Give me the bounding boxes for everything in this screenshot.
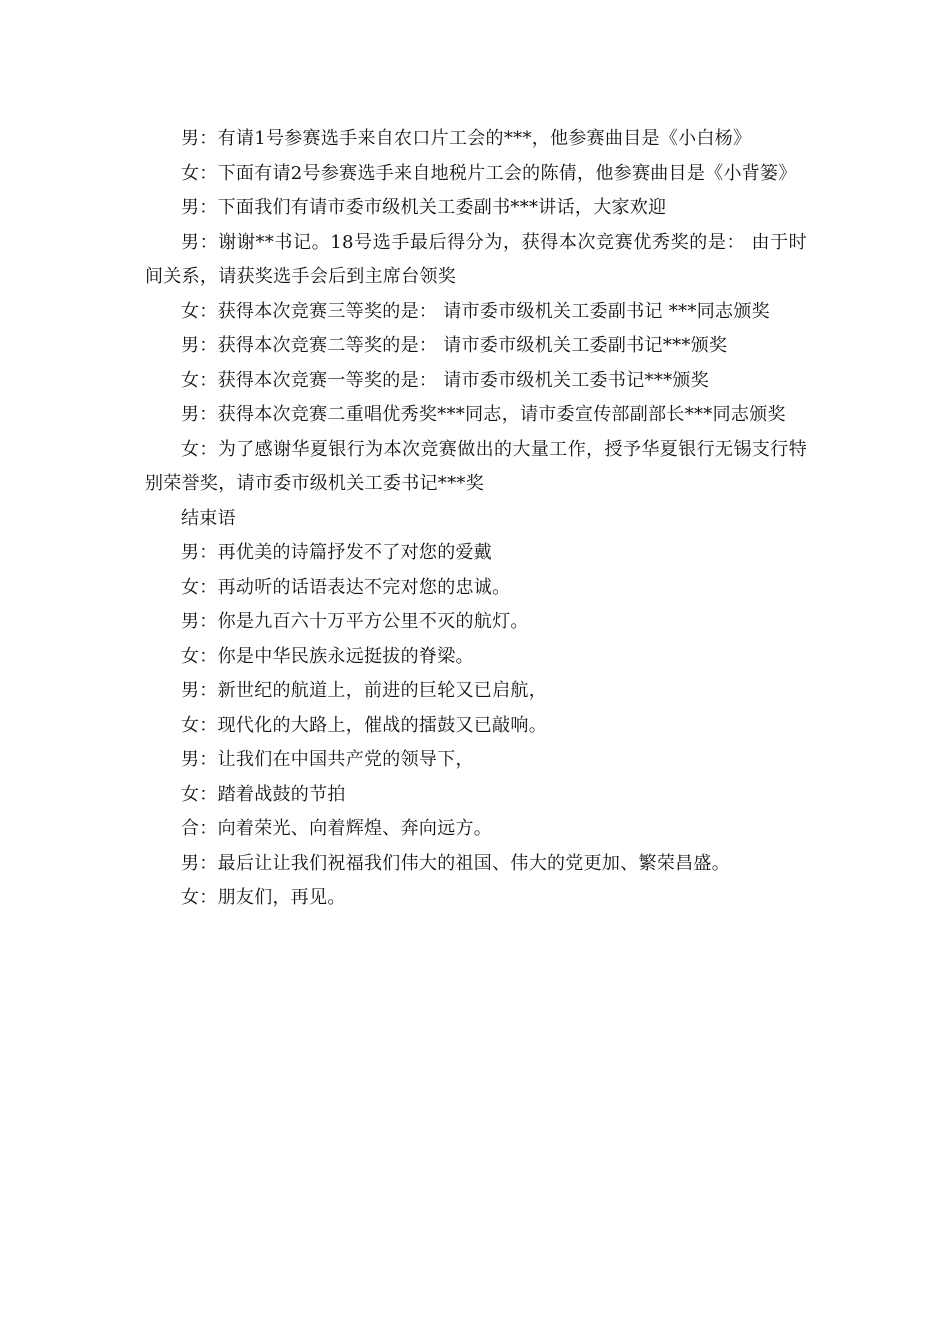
paragraph-9: 女：为了感谢华夏银行为本次竞赛做出的大量工作，授予华夏银行无锡支行特别荣誉奖，请市委市级机关工委书记***奖 [145,438,807,494]
paragraph-18: 女：踏着战鼓的节拍 [181,783,346,805]
paragraph-6: 男：获得本次竞赛二等奖的是： 请市委市级机关工委副书记***颁奖 [181,335,728,356]
paragraph-17: 男：让我们在中国共产党的领导下， [181,749,474,770]
paragraph-2: 女：下面有请2号参赛选手来自地税片工会的陈倩，他参赛曲目是《小背篓》 [181,162,797,184]
paragraph-8: 男：获得本次竞赛二重唱优秀奖***同志，请市委宣传部副部长***同志颁奖 [181,404,786,425]
paragraph-19: 合：向着荣光、向着辉煌、奔向远方。 [181,818,493,839]
document-body [145,122,807,916]
paragraph-11: 男：再优美的诗篇抒发不了对您的爱戴 [181,542,493,563]
paragraph-20: 男：最后让让我们祝福我们伟大的祖国、伟大的党更加、繁荣昌盛。 [181,852,730,874]
paragraph-3: 男：下面我们有请市委市级机关工委副书***讲话，大家欢迎 [181,197,667,218]
section-heading-closing: 结束语 [181,507,236,529]
paragraph-14: 女：你是中华民族永远挺拔的脊梁。 [181,645,474,667]
paragraph-4: 男：谢谢**书记。18号选手最后得分为，获得本次竞赛优秀奖的是： 由于时间关系，请获奖选手会后到主席台领奖 [145,231,807,287]
paragraph-16: 女：现代化的大路上，催战的擂鼓又已敲响。 [181,714,547,736]
paragraph-13: 男：你是九百六十万平方公里不灭的航灯。 [181,611,529,632]
paragraph-21: 女：朋友们，再见。 [181,887,346,908]
paragraph-7: 女：获得本次竞赛一等奖的是： 请市委市级机关工委书记***颁奖 [181,369,710,391]
paragraph-15: 男：新世纪的航道上，前进的巨轮又已启航， [181,680,547,701]
paragraph-12: 女：再动听的话语表达不完对您的忠诚。 [181,576,511,598]
paragraph-1: 男：有请1号参赛选手来自农口片工会的***，他参赛曲目是《小白杨》 [181,128,752,149]
paragraph-5: 女：获得本次竞赛三等奖的是： 请市委市级机关工委副书记 ***同志颁奖 [181,300,770,322]
